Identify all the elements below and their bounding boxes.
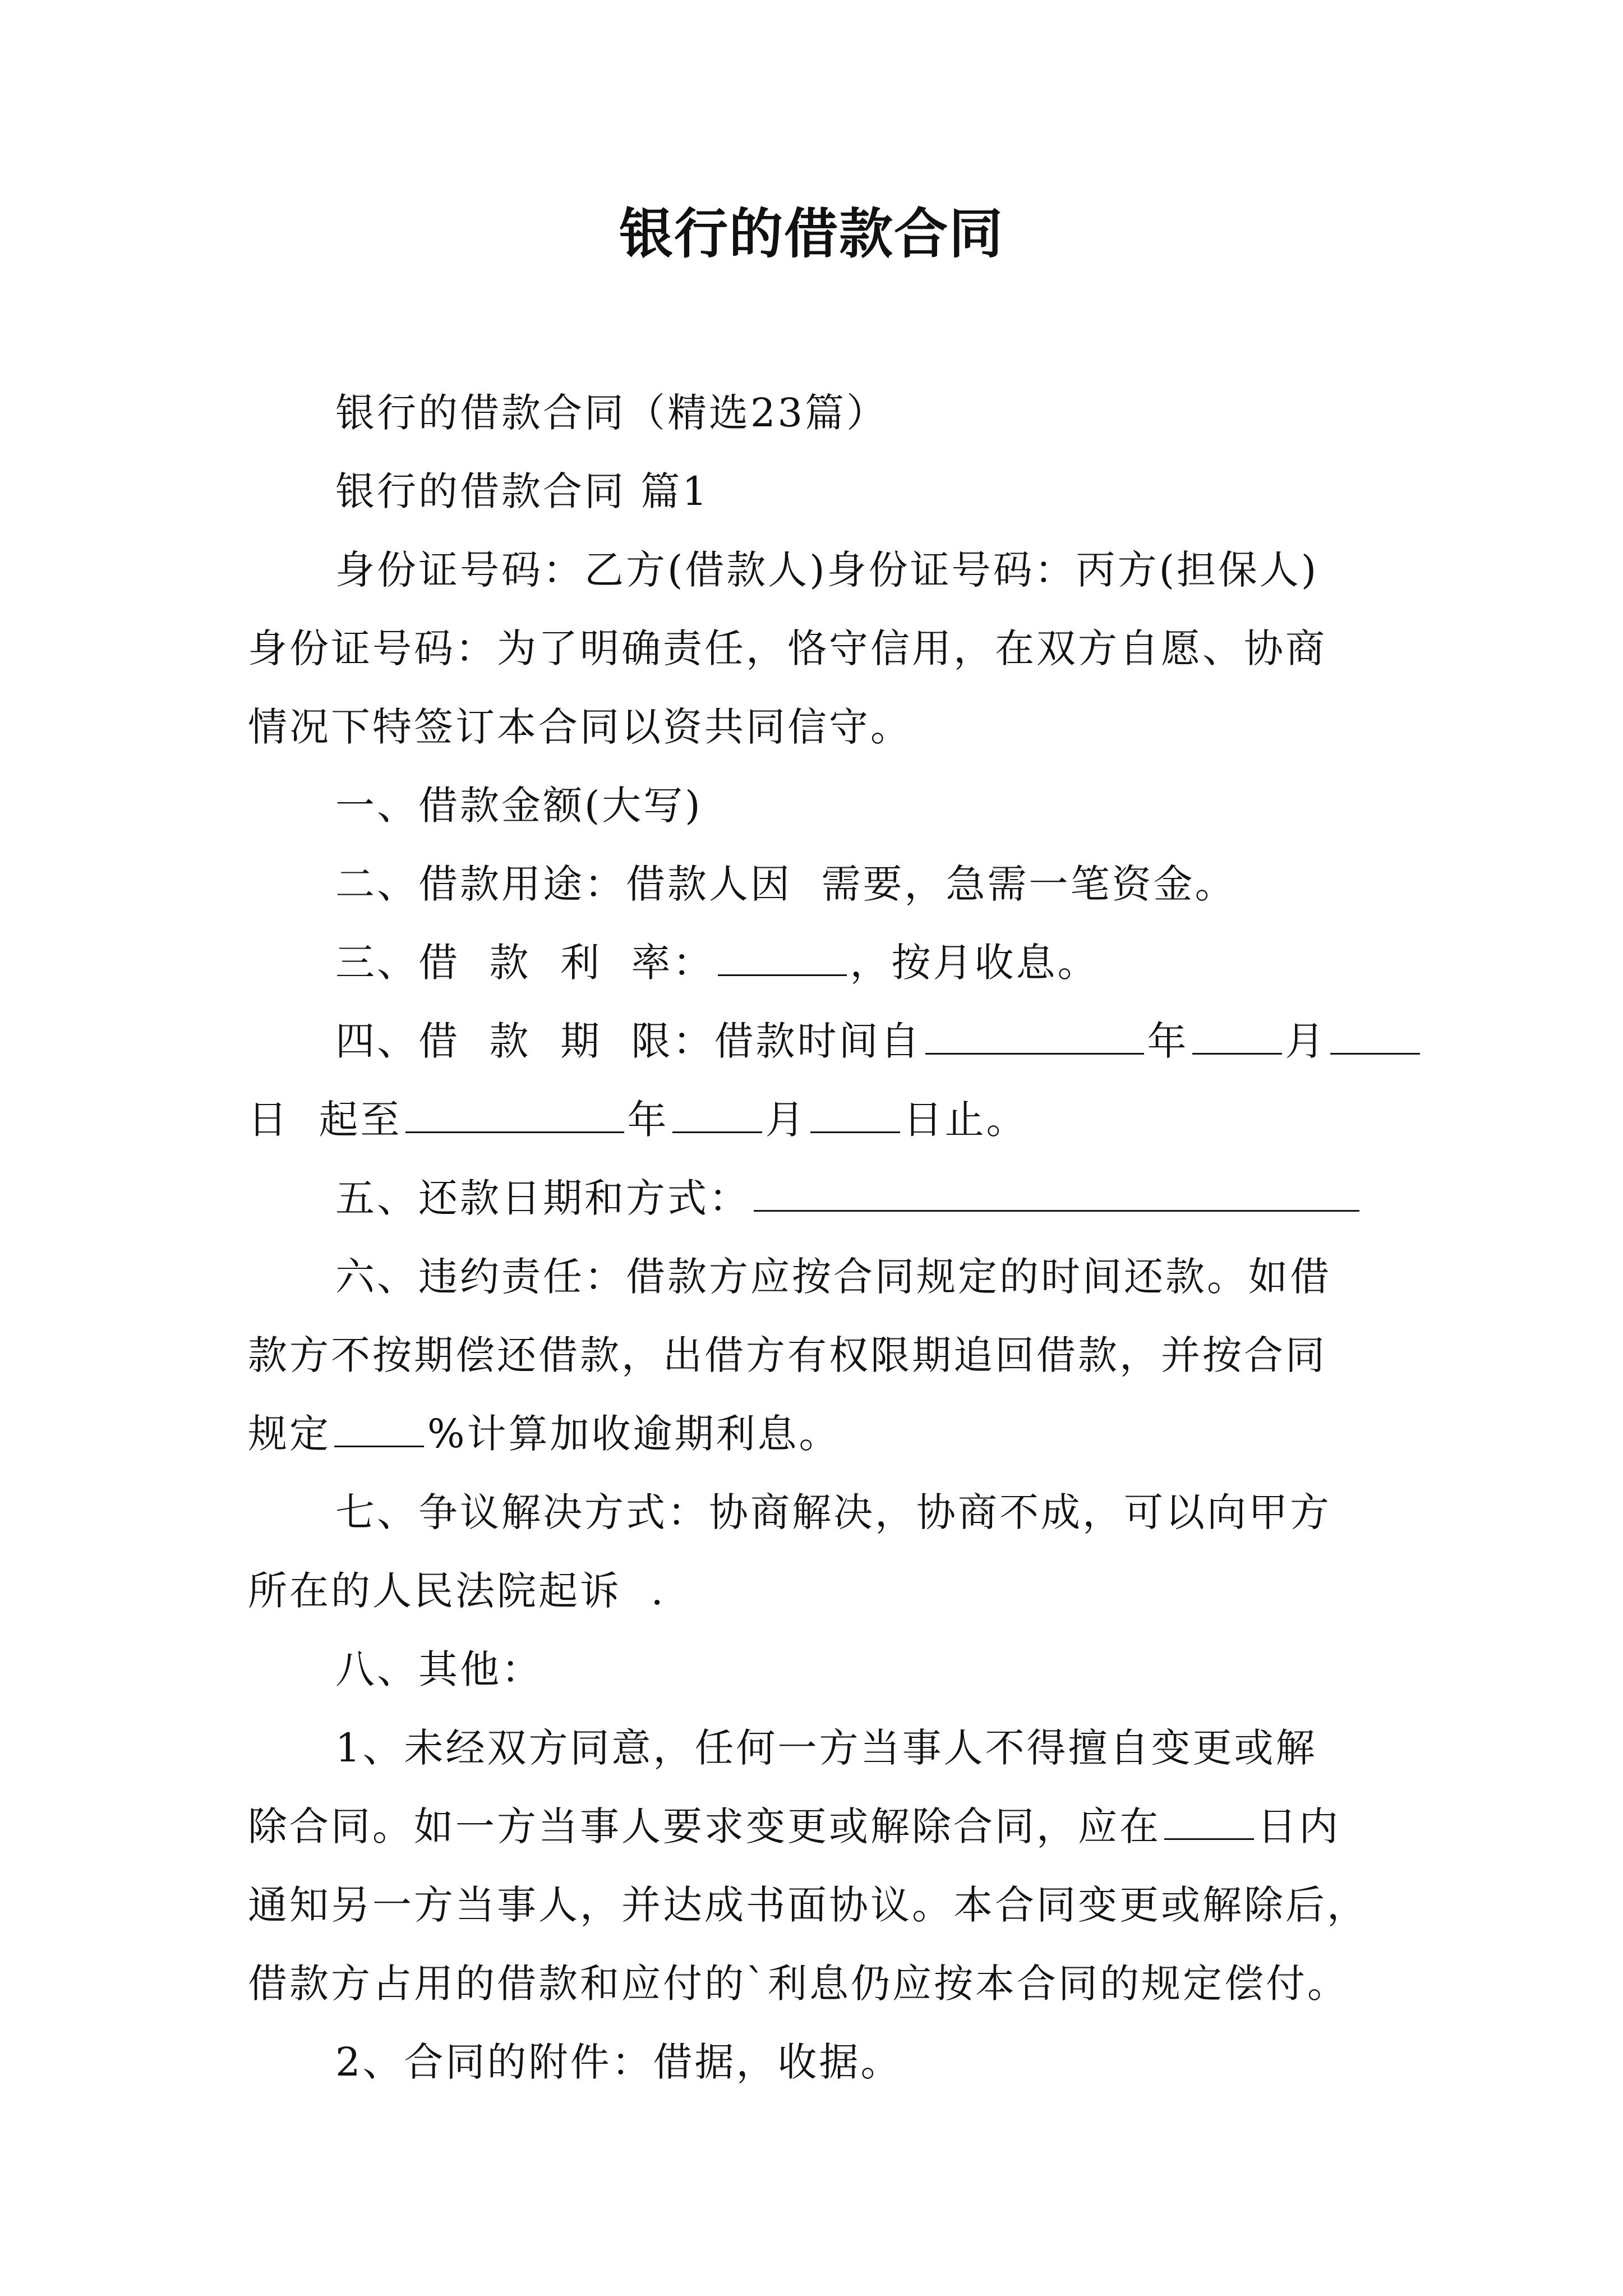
clause-other: 八、其他： <box>335 1646 543 1692</box>
clause-text: 月 <box>765 1097 807 1143</box>
clause-dispute: 七、争议解决方式：协商解决，协商不成，可以向甲方 <box>335 1489 1331 1535</box>
blank-line <box>754 1175 1359 1212</box>
blank-line <box>810 1097 900 1133</box>
clause-text: ，按月收息。 <box>850 940 1099 986</box>
clause-loan-purpose: 二、借款用途：借款人因 需要，急需一笔资金。 <box>335 861 1237 907</box>
clause-text: 年 <box>627 1097 669 1143</box>
blank-line <box>672 1097 762 1133</box>
other-item-2: 2、合同的附件：借据，收据。 <box>335 2039 902 2085</box>
section-heading: 银行的借款合同 篇1 <box>335 468 709 514</box>
blank-line <box>1192 1018 1282 1055</box>
clause-text: 日 起至 <box>248 1097 402 1143</box>
blank-line <box>925 1018 1144 1055</box>
clause-loan-term-cont <box>248 1092 1028 1148</box>
blank-line <box>718 940 847 976</box>
blank-line <box>1330 1018 1420 1055</box>
clause-breach: 六、违约责任：借款方应按合同规定的时间还款。如借 <box>335 1254 1331 1300</box>
document-subtitle: 银行的借款合同（精选23篇） <box>335 390 888 436</box>
blank-line <box>1164 1803 1254 1840</box>
clause-text: 规定 <box>248 1411 331 1457</box>
clause-interest-rate <box>335 935 1099 991</box>
paragraph-line: 款方不按期偿还借款，出借方有权限期追回借款，并按合同 <box>248 1332 1327 1378</box>
clause-text: %计算加收逾期利息。 <box>427 1411 841 1457</box>
paragraph-line: 身份证号码：乙方(借款人)身份证号码：丙方(担保人) <box>335 547 1319 593</box>
clause-text: 日止。 <box>903 1097 1028 1143</box>
clause-text: 四、借 款 期 限：借款时间自 <box>335 1018 922 1064</box>
clause-loan-term <box>335 1013 1423 1069</box>
paragraph-line: 所在的人民法院起诉 . <box>248 1568 666 1614</box>
paragraph-line: 通知另一方当事人，并达成书面协议。本合同变更或解除后， <box>248 1882 1368 1928</box>
paragraph-line: 借款方占用的借款和应付的`利息仍应按本合同的规定偿付。 <box>248 1961 1349 2007</box>
clause-text: 月 <box>1285 1018 1327 1064</box>
blank-line <box>334 1411 424 1447</box>
clause-text: 三、借 款 利 率： <box>335 940 714 986</box>
paragraph-line <box>248 1406 841 1462</box>
blank-line <box>405 1097 624 1133</box>
other-item-1: 1、未经双方同意，任何一方当事人不得擅自变更或解 <box>335 1725 1317 1771</box>
paragraph-line <box>248 1798 1340 1855</box>
paragraph-line: 身份证号码：为了明确责任，恪守信用，在双方自愿、协商 <box>248 625 1327 671</box>
paragraph-line: 情况下特签订本合同以资共同信守。 <box>248 704 912 750</box>
clause-text: 日内 <box>1257 1803 1340 1849</box>
clause-text: 五、还款日期和方式： <box>335 1175 750 1221</box>
clause-loan-amount: 一、借款金额(大写) <box>335 783 703 829</box>
document-title: 银行的借款合同 <box>619 203 1004 265</box>
clause-text: 除合同。如一方当事人要求变更或解除合同，应在 <box>248 1803 1161 1849</box>
clause-repayment <box>335 1170 1363 1226</box>
clause-text: 年 <box>1147 1018 1189 1064</box>
